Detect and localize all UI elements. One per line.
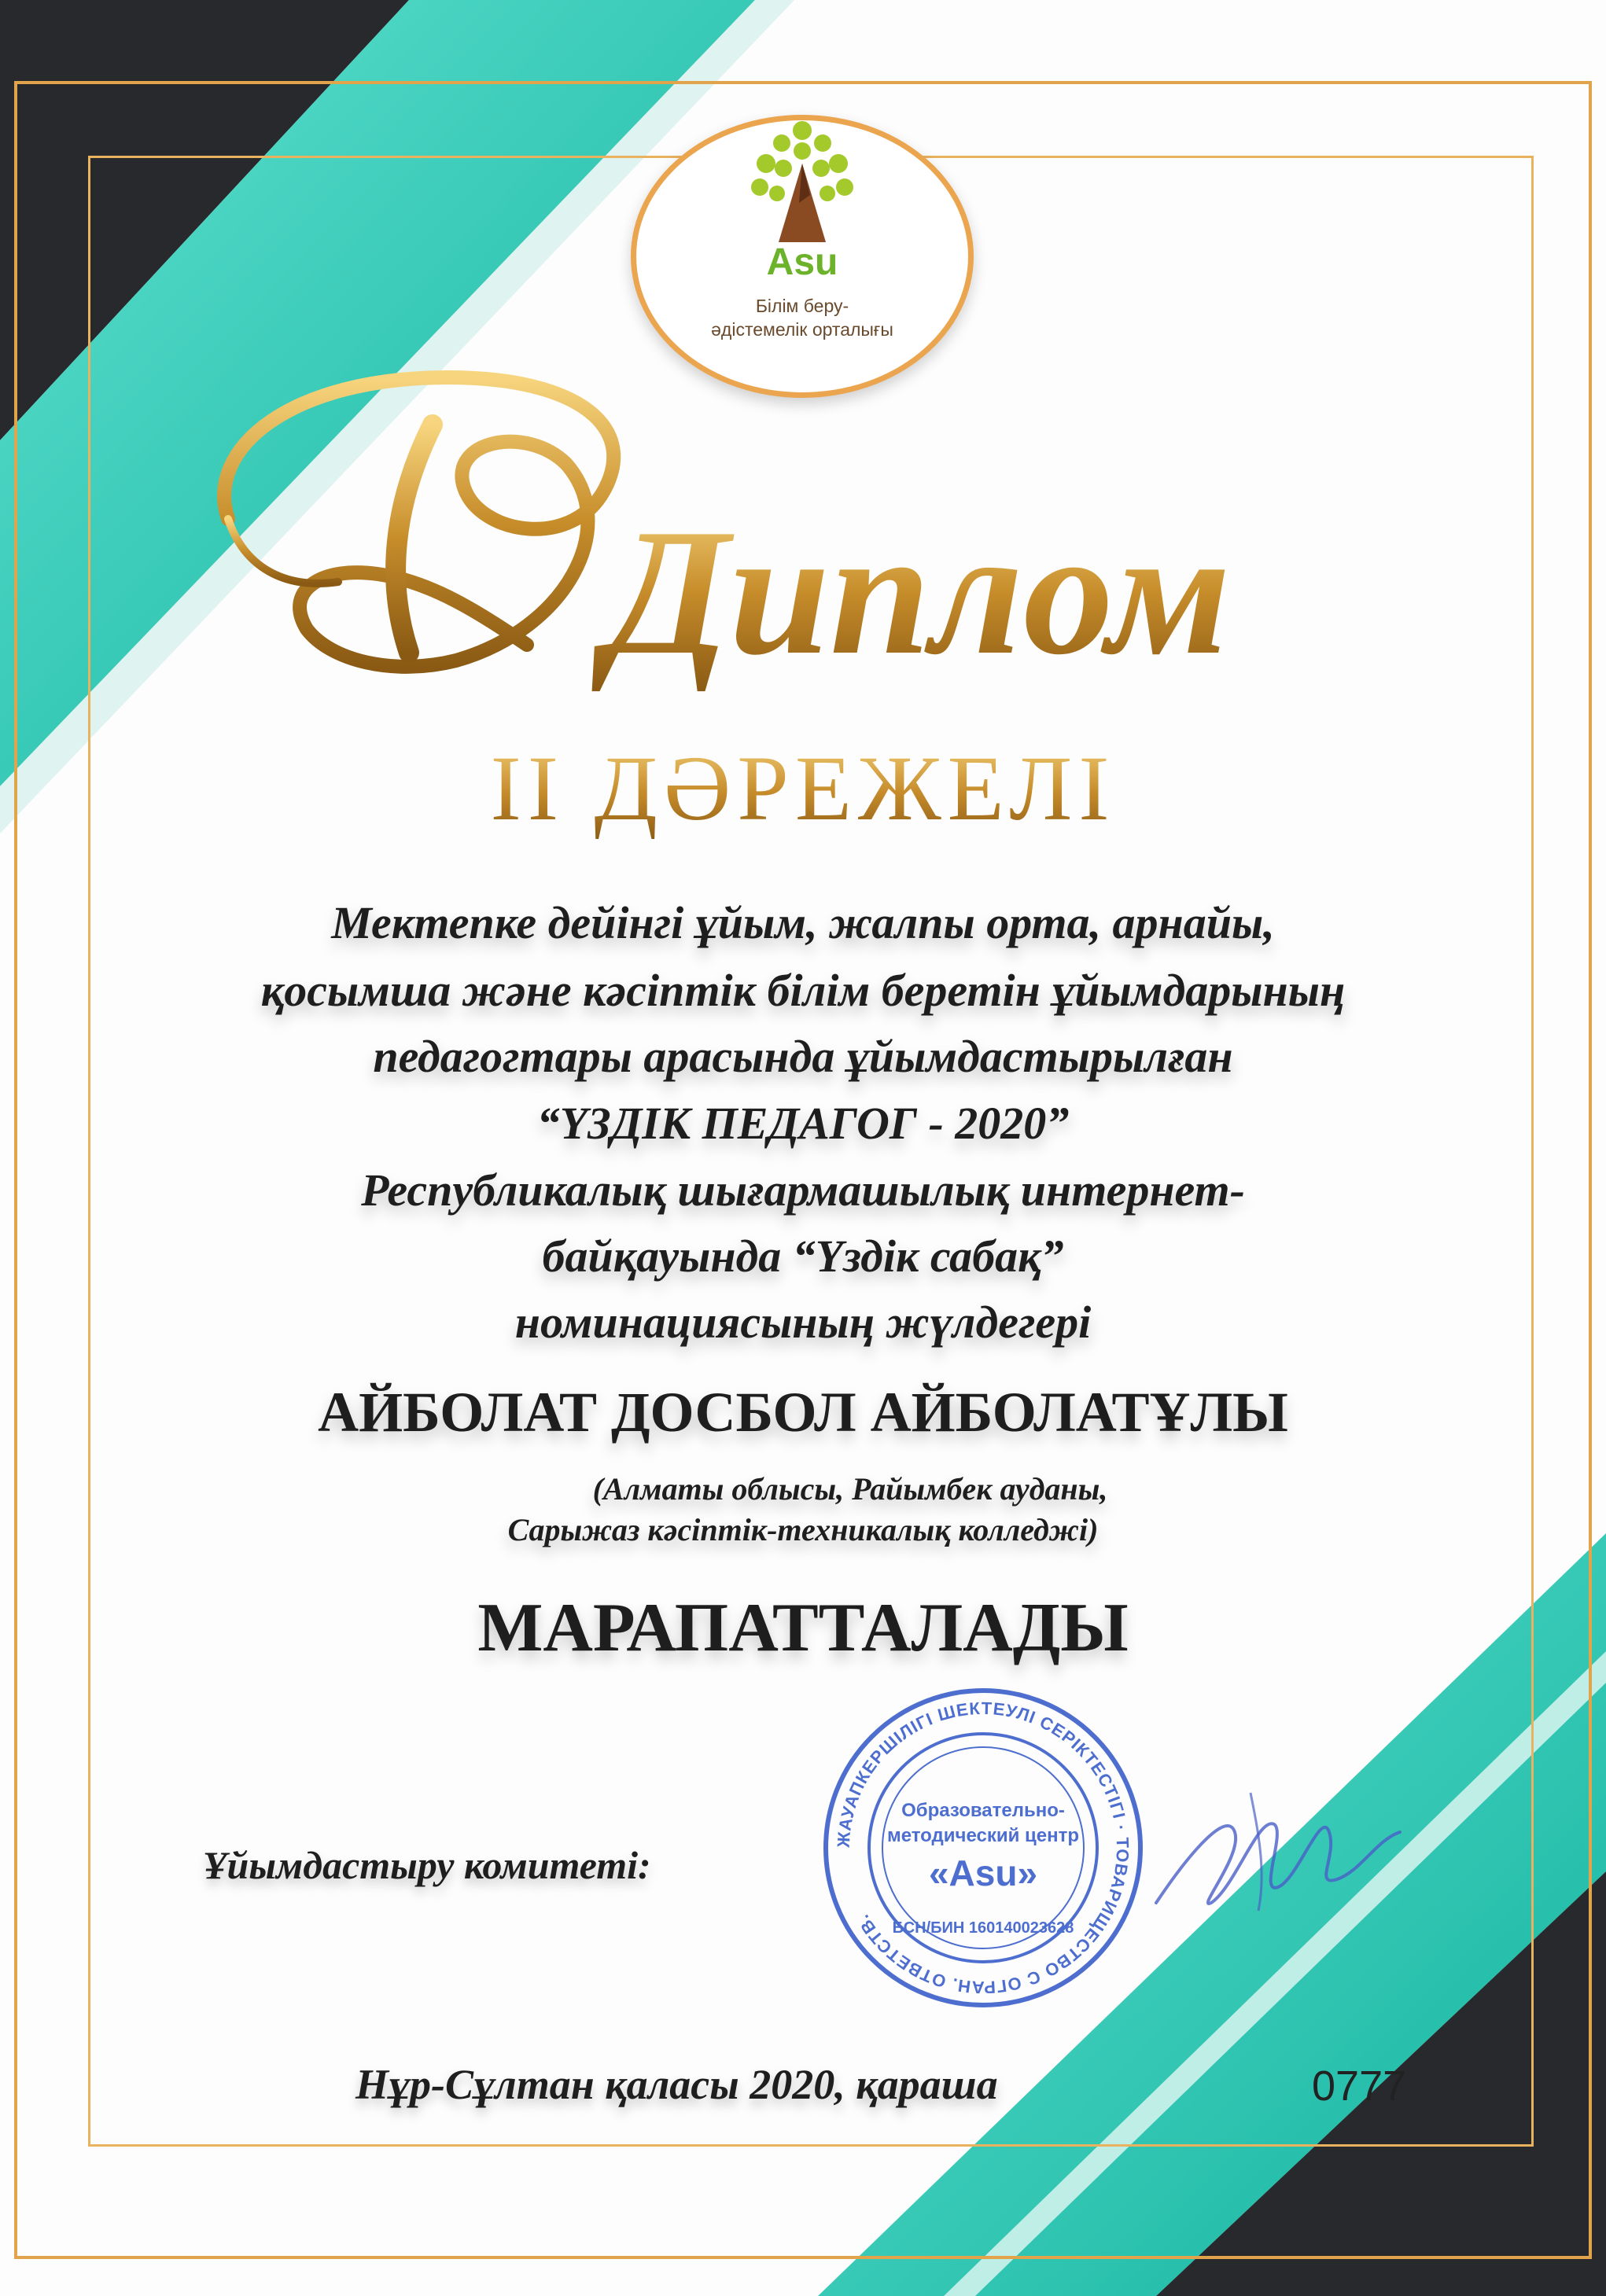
- body-line-2: қосымша және кәсіптік білім беретін ұйымдарының: [260, 965, 1346, 1016]
- award-text: МАРАПАТТАЛАДЫ: [477, 1590, 1129, 1666]
- diploma-title: [197, 330, 1424, 708]
- logo-subtitle-line2: әдістемелік орталығы: [711, 319, 893, 340]
- recipient-org-line1: (Алматы облысы, Райымбек ауданы,: [592, 1471, 1108, 1507]
- stamp-center-line1: Образовательно-: [901, 1800, 1065, 1821]
- body-line-5: Республикалық шығармашылық интернет-: [361, 1165, 1245, 1216]
- city-date: Нұр-Сұлтан қаласы 2020, қараша: [355, 2061, 998, 2108]
- body-line-1: Мектепке дейінгі ұйым, жалпы орта, арнайы,: [331, 897, 1275, 948]
- committee-label: Ұйымдастыру комитеті:: [203, 1843, 651, 1887]
- recipient-org-line2: Сарыжаз кәсіптік-техникалық колледжі): [507, 1512, 1099, 1547]
- contest-name: “ҮЗДІК ПЕДАГОГ - 2020”: [536, 1098, 1070, 1149]
- recipient-name: АЙБОЛАТ ДОСБОЛ АЙБОЛАТҰЛЫ: [318, 1381, 1288, 1444]
- body-line-3: педагогтары арасында ұйымдастырылған: [373, 1031, 1233, 1082]
- degree-title: II ДӘРЕЖЕЛІ: [0, 735, 1606, 842]
- stamp-center-name: «Asu»: [928, 1853, 1038, 1893]
- stamp-center-line2: методический центр: [886, 1825, 1080, 1846]
- diploma-number: 0777: [1312, 2062, 1407, 2110]
- tree-icon: [731, 116, 873, 252]
- body-line-6: байқауында “Үздік сабақ”: [542, 1231, 1064, 1282]
- stamp-outer-text: ЖАУАПКЕРШІЛІГІ ШЕКТЕУЛІ СЕРІКТЕСТІГІ · ТОВАРИЩЕСТВО С ОГРАН. ОТВЕТСТВ.: [833, 1698, 1133, 1998]
- logo-subtitle-line1: Білім беру-: [755, 296, 849, 316]
- body-line-7: номинациясының жүлдегері: [514, 1297, 1092, 1348]
- stamp-bin: БСН/БИН 160140023628: [892, 1919, 1074, 1937]
- signature: [1140, 1761, 1408, 1934]
- diploma-title-text: Диплом: [606, 491, 1231, 692]
- logo-name: Asu: [766, 241, 838, 283]
- organization-stamp: [818, 1683, 1148, 2013]
- svg-text:ЖАУАПКЕРШІЛІГІ ШЕКТЕУЛІ СЕРІКТ: [834, 1698, 1133, 1997]
